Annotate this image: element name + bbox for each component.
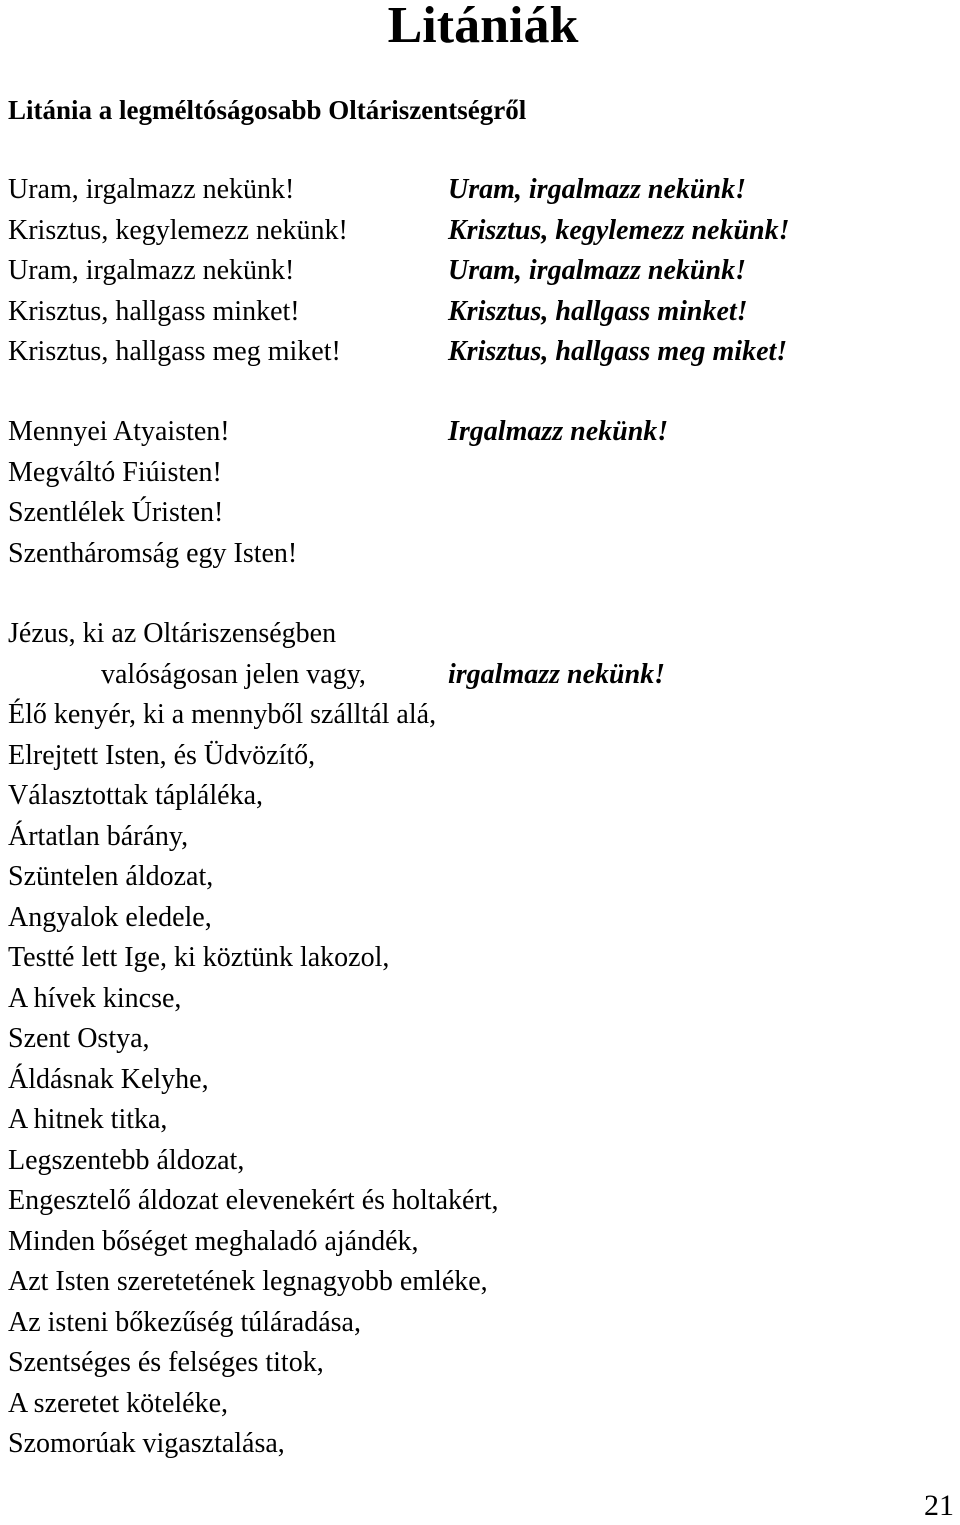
response-line: Irgalmazz nekünk!	[448, 416, 669, 447]
response-line: Krisztus, kegylemezz nekünk!	[448, 214, 790, 246]
response-line: Uram, irgalmazz nekünk!	[448, 255, 746, 286]
verse-line: Jézus, ki az Oltáriszenségben	[8, 618, 337, 649]
trinity-response	[448, 412, 668, 453]
page-title: Litániák	[387, 0, 579, 54]
response-line: Krisztus, hallgass minket!	[448, 295, 748, 327]
verse-line-indented: valóságosan jelen vagy,	[101, 658, 366, 690]
opening-left-column	[8, 170, 348, 373]
page-number: 21	[924, 1489, 954, 1522]
verse-line: Szentlélek Úristen!	[8, 497, 224, 528]
list-item: Szüntelen áldozat,	[8, 861, 214, 892]
trinity-left-column	[8, 412, 297, 574]
list-item: Minden bőséget meghaladó ajándék,	[8, 1225, 419, 1257]
response-line: Krisztus, hallgass meg miket!	[448, 336, 788, 367]
list-item: A szeretet köteléke,	[8, 1387, 229, 1419]
list-item: Elrejtett Isten, és Üdvözítő,	[8, 739, 316, 771]
list-item: Ártatlan bárány,	[8, 820, 189, 852]
verse-line: Mennyei Atyaisten!	[8, 416, 230, 447]
response-line: Uram, irgalmazz nekünk!	[448, 174, 746, 205]
verse-line: Megváltó Fiúisten!	[8, 456, 222, 488]
list-item: Választottak tápláléka,	[8, 780, 263, 811]
list-item: Legszentebb áldozat,	[8, 1144, 245, 1176]
list-item: Szentséges és felséges titok,	[8, 1347, 324, 1378]
verse-line: Szentháromság egy Isten!	[8, 537, 298, 569]
list-item: Szent Ostya,	[8, 1023, 150, 1054]
invocation-list	[8, 695, 499, 1465]
litany-subtitle: Litánia a legméltóságosabb Oltáriszentségről	[8, 95, 527, 125]
verse-line: Krisztus, kegylemezz nekünk!	[8, 214, 348, 246]
list-item: Testté lett Ige, ki köztünk lakozol,	[8, 942, 390, 973]
jesus-response	[448, 655, 665, 696]
list-item: Angyalok eledele,	[8, 901, 212, 933]
list-item: Az isteni bőkezűség túláradása,	[8, 1306, 361, 1338]
list-item: A hitnek titka,	[8, 1104, 168, 1135]
opening-response-column	[448, 170, 790, 373]
list-item: Szomorúak vigasztalása,	[8, 1428, 285, 1459]
verse-line: Krisztus, hallgass minket!	[8, 295, 300, 327]
list-item: A hívek kincse,	[8, 982, 182, 1014]
verse-line: Krisztus, hallgass meg miket!	[8, 336, 341, 367]
jesus-invocation	[8, 614, 448, 695]
verse-line: Uram, irgalmazz nekünk!	[8, 174, 295, 205]
list-item: Engesztelő áldozat elevenekért és holtakért,	[8, 1185, 499, 1216]
list-item: Áldásnak Kelyhe,	[8, 1063, 209, 1095]
verse-line: Uram, irgalmazz nekünk!	[8, 255, 295, 286]
list-item: Azt Isten szeretetének legnagyobb emléke,	[8, 1266, 488, 1297]
list-item: Élő kenyér, ki a mennyből szálltál alá,	[8, 699, 437, 730]
response-line: irgalmazz nekünk!	[448, 658, 666, 690]
